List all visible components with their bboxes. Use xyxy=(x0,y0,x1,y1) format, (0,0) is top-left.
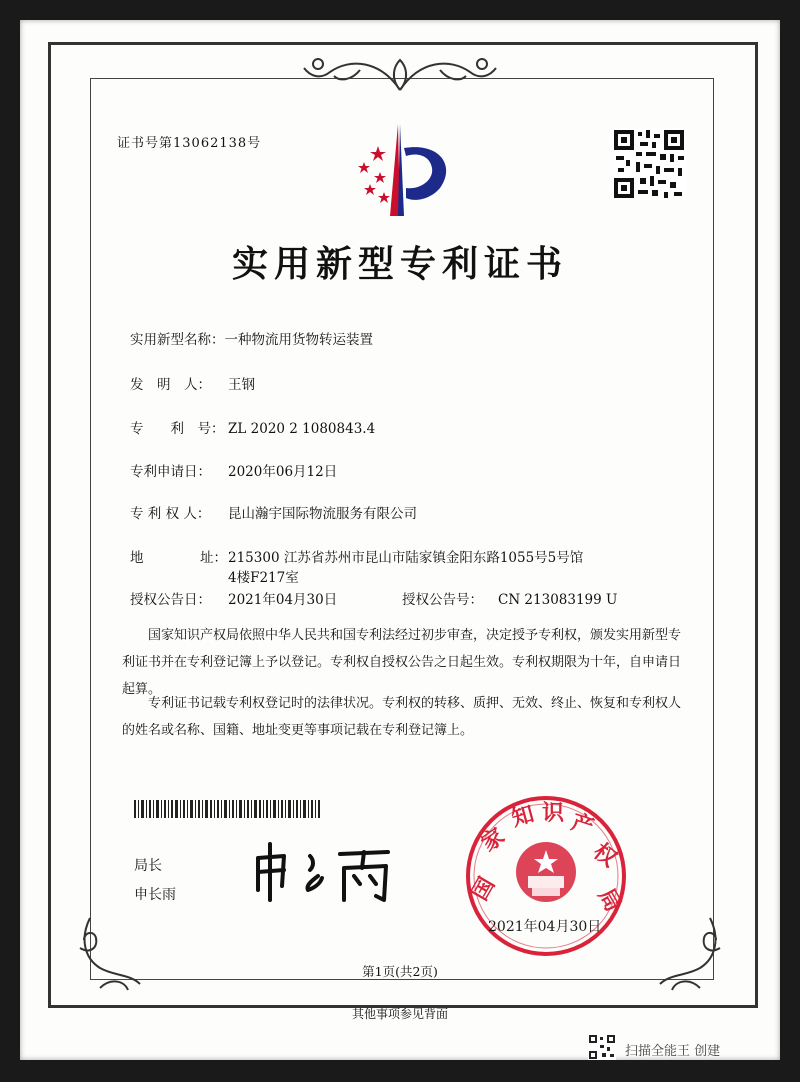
patentee-label: 专 利 权 人： xyxy=(130,506,211,522)
corner-ornament-bottom-left xyxy=(70,908,150,998)
signatory-name: 申长雨 xyxy=(134,887,176,903)
svg-text:知: 知 xyxy=(508,800,537,832)
signatory-title: 局长 xyxy=(134,858,162,874)
grant-date-value: 2021年04月30日 xyxy=(228,592,338,608)
scanner-watermark-text: 扫描全能王 创建 xyxy=(625,1044,721,1059)
address-value-line1: 215300 江苏省苏州市昆山市陆家镇金阳东路1055号5号馆 xyxy=(228,550,584,566)
address-label-start: 地 xyxy=(130,550,144,566)
corner-ornament-bottom-right xyxy=(650,908,730,998)
address-label-end: 址： xyxy=(200,550,227,566)
inventor-label: 发 明 人： xyxy=(130,377,211,393)
seal-date: 2021年04月30日 xyxy=(488,919,602,935)
svg-text:识: 识 xyxy=(542,800,565,826)
certificate-title: 实用新型专利证书 xyxy=(231,243,568,285)
grant-date-label: 授权公告日： xyxy=(130,592,211,608)
grant-date-row xyxy=(130,588,337,608)
svg-text:局: 局 xyxy=(592,884,627,917)
handwritten-signature xyxy=(248,838,408,908)
filing-date-value: 2020年06月12日 xyxy=(228,464,338,480)
address-value-line2: 4楼F217室 xyxy=(228,570,299,586)
svg-text:家: 家 xyxy=(476,822,510,857)
grant-number-label: 授权公告号： xyxy=(402,592,483,608)
patent-number-label: 专 利 号： xyxy=(130,421,225,437)
footer-note: 其他事项参见背面 xyxy=(351,1007,448,1021)
decision-paragraph: 国家知识产权局依照中华人民共和国专利法经过初步审查，决定授予专利权，颁发实用新型专利证书并在专利登记簿上予以登记。专利权自授权公告之日起生效。专利权期限为十年，自申请日起算。 xyxy=(122,628,682,697)
scanner-qr-icon xyxy=(588,1034,616,1060)
cnipa-logo-icon xyxy=(340,118,460,218)
inventor-row xyxy=(130,373,255,393)
svg-text:国: 国 xyxy=(466,872,501,905)
filing-date-row xyxy=(130,460,337,480)
inventor-value: 王钢 xyxy=(228,377,255,393)
top-ornament xyxy=(290,50,510,96)
barcode-icon xyxy=(134,800,320,818)
qr-code-icon xyxy=(612,128,686,200)
grant-number-row xyxy=(402,588,617,608)
address-row-2 xyxy=(228,566,299,586)
name-label: 实用新型名称： xyxy=(130,332,225,348)
page-number: 第1页(共2页) xyxy=(362,964,438,979)
svg-text:权: 权 xyxy=(588,838,622,873)
patent-number-value: ZL 2020 2 1080843.4 xyxy=(228,421,376,437)
svg-text:产: 产 xyxy=(568,808,598,841)
patentee-value: 昆山瀚宇国际物流服务有限公司 xyxy=(228,506,417,522)
patentee-row xyxy=(130,502,417,522)
legal-status-paragraph: 专利证书记载专利权登记时的法律状况。专利权的转移、质押、无效、终止、恢复和专利权人的姓名或名称、国籍、地址变更等事项记载在专利登记簿上。 xyxy=(122,696,682,738)
filing-date-label: 专利申请日： xyxy=(130,464,211,480)
grant-number-value: CN 213083199 U xyxy=(498,592,618,608)
patent-number-row xyxy=(130,417,375,437)
name-value: 一种物流用货物转运装置 xyxy=(224,332,373,348)
certificate-number: 证书号第13062138号 xyxy=(117,136,262,151)
address-row xyxy=(130,546,583,566)
name-row xyxy=(130,328,373,348)
